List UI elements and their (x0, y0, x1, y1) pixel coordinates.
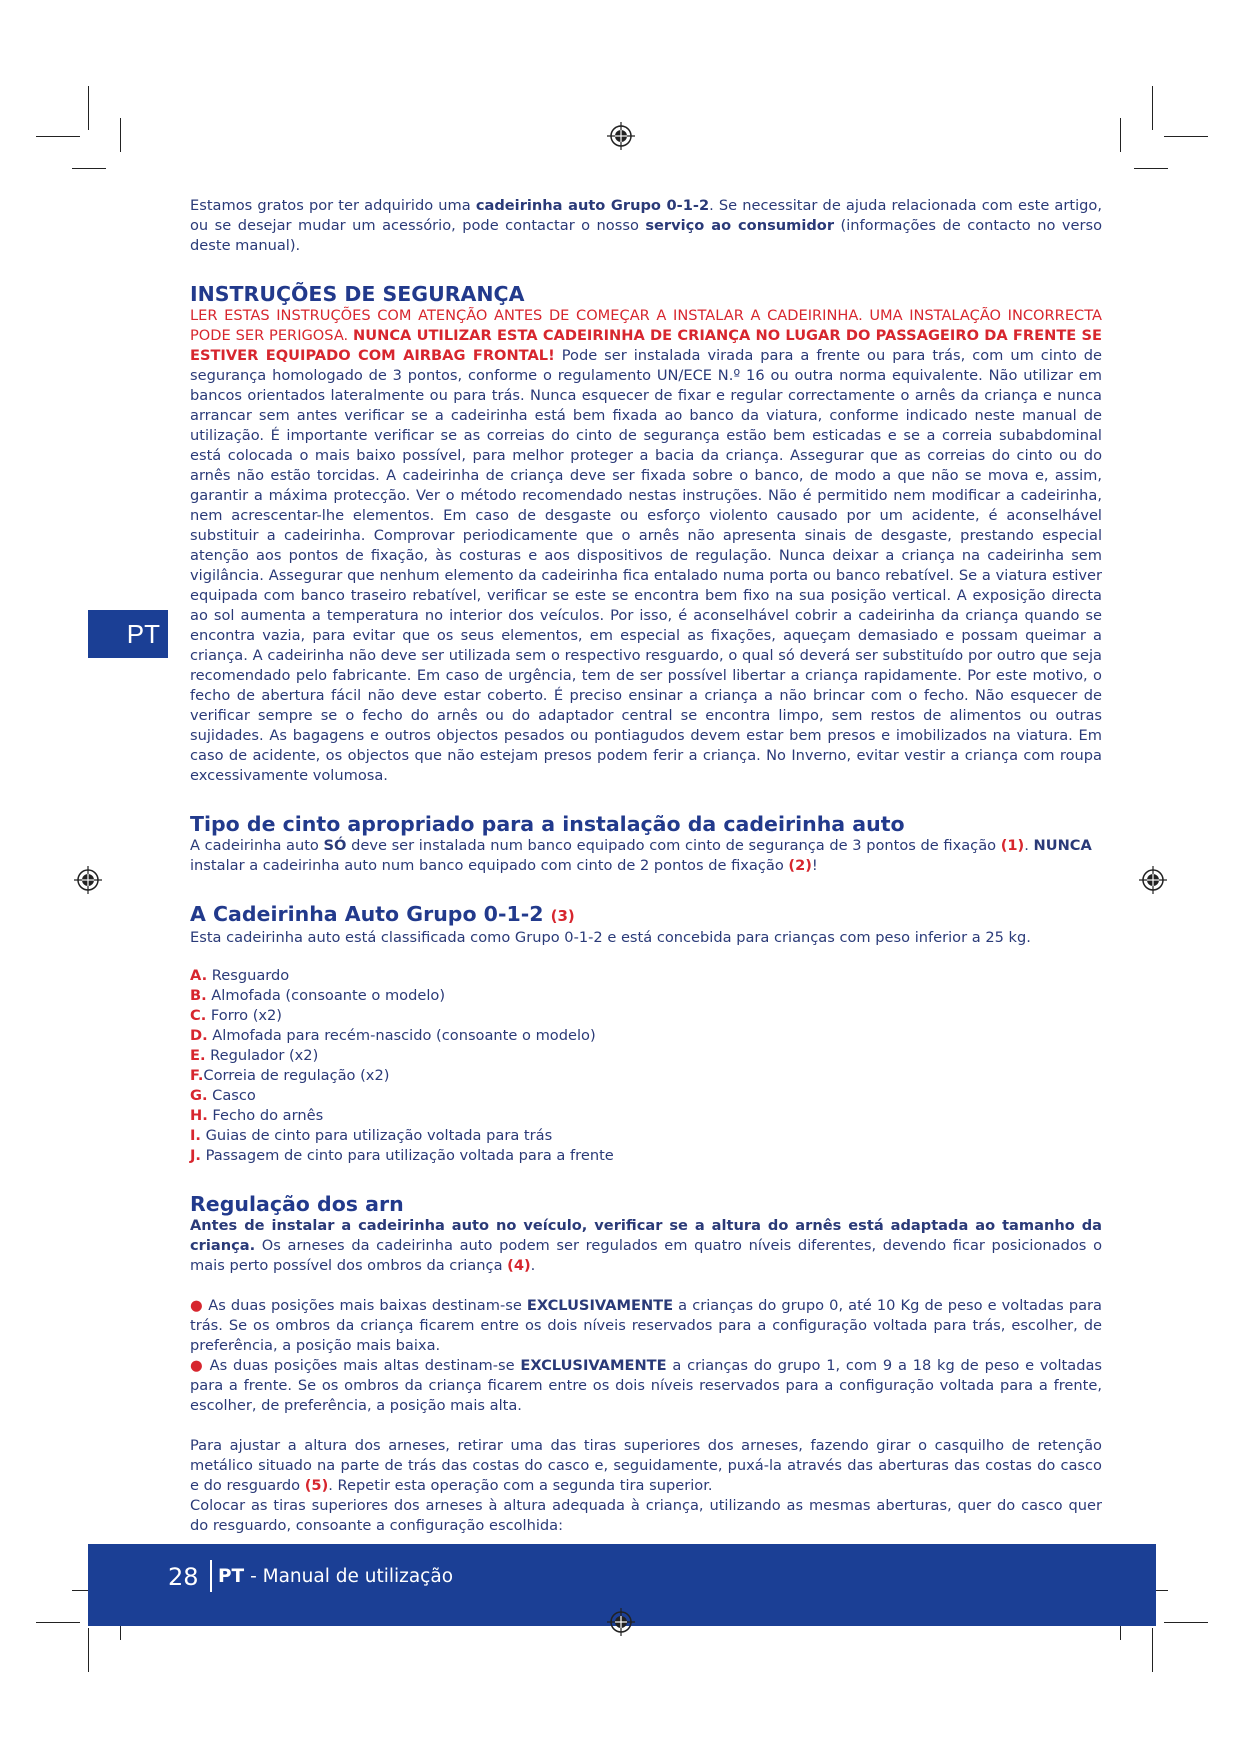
crop-mark (36, 1622, 80, 1623)
registration-mark-icon (74, 866, 102, 894)
list-item: H. Fecho do arnês (190, 1107, 324, 1124)
figure-ref: (5) (304, 1477, 329, 1494)
safety-warning: LER ESTAS INSTRUÇÕES COM ATENÇÃO ANTES DE COMEÇAR A INSTALAR A CADEIRINHA. UMA INSTALAÇÃO INCORRECTA PODE SER PERIGOSA. (190, 307, 1102, 344)
figure-ref: (4) (507, 1257, 531, 1274)
list-item: C. Forro (x2) (190, 1007, 283, 1024)
language-side-tab (88, 610, 168, 658)
parts-list (190, 966, 1102, 1166)
list-item: G. Casco (190, 1087, 256, 1104)
crop-mark (120, 118, 121, 152)
list-item: A. Resguardo (190, 967, 290, 984)
list-item: J. Passagem de cinto para utilização voltada para a frente (190, 1147, 614, 1164)
crop-mark (72, 168, 106, 169)
belt-paragraph: A cadeirinha auto SÓ deve ser instalada num banco equipado com cinto de segurança de 3 pontos de fixação (1). NUNCA instalar a cadeirinha auto num banco equipado com cinto de 2 pontos de fixação (2)! (190, 837, 1092, 874)
safety-heading: INSTRUÇÕES DE SEGURANÇA (190, 282, 525, 306)
harness-adjust-paragraph: Para ajustar a altura dos arneses, retirar uma das tiras superiores dos arneses, fazendo girar o casquilho de retenção metálico situado na parte de trás das costas do casco e, seguidamente, puxá-la através das aberturas das costas do casco e do resguardo (5). Repetir esta operação com a segunda tira superior. (190, 1437, 1102, 1494)
intro-paragraph: Estamos gratos por ter adquirido uma cadeirinha auto Grupo 0-1-2. Se necessitar de ajuda relacionada com este artigo, ou se desejar mudar um acessório, pode contactar o nosso serviço ao consumidor (informações de contacto no verso deste manual). (190, 197, 1103, 254)
crop-mark (1164, 136, 1208, 137)
harness-bullet-upper: ● As duas posições mais altas destinam-se EXCLUSIVAMENTE a crianças do grupo 1, com 9 a 18 kg de peso e voltadas para a frente. Se os ombros da criança ficarem entre os dois níveis reservados para a configuração voltada para a frente, escolher, de preferência, a posição mais alta. (190, 1357, 1102, 1414)
crop-mark (88, 86, 89, 130)
safety-paragraph: LER ESTAS INSTRUÇÕES COM ATENÇÃO ANTES DE COMEÇAR A INSTALAR A CADEIRINHA. UMA INSTALAÇÃO INCORRECTA PODE SER PERIGOSA. NUNCA UTILIZAR ESTA CADEIRINHA DE CRIANÇA NO LUGAR DO PASSAGEIRO DA FRENTE SE ESTIVER EQUIPADO COM AIRBAG FRONTAL! Pode ser instalada virada para a frente ou para trás, com um cinto de segurança homologado de 3 pontos, conforme o regulamento UN/ECE N.º 16 ou outra norma equivalente. Não utilizar em bancos orientados lateralmente ou para trás. Nunca esquecer de fixar e regular correctamente o arnês da criança e nunca arrancar sem antes verificar se a cadeirinha está bem fixada ao banco da viatura, conforme indicado neste manual de utilização. É importante verificar se as correias do cinto de segurança estão bem esticadas e se a correia subabdominal está colocada o mais baixo possível, para melhor proteger a bacia da criança. Assegurar que as correias do cinto ou do arnês não estão torcidas. A cadeirinha de criança deve ser fixada sobre o banco, de modo a que não se mova e, assim, garantir a máxima protecção. Ver o método recomendado nestas instruções. Não é permitido nem modificar a cadeirinha, nem acrescentar-lhe elementos. Em caso de desgaste ou esforço violento causado por um acidente, é aconselhável substituir a cadeirinha. Comprovar periodicamente que o arnês não apresenta sinais de desgaste, prestando especial atenção aos pontos de fixação, às costuras e aos dispositivos de regulação. Nunca deixar a criança na cadeirinha sem vigilância. Assegurar que nenhum elemento da cadeirinha fica entalado numa porta ou banco rebatível. Se a viatura estiver equipada com banco traseiro rebatível, verificar se este se encontra bem fixo na sua posição vertical. A exposição directa ao sol aumenta a temperatura no interior dos veículos. Por isso, é aconselhável cobrir a cadeirinha da criança quando se encontra vazia, para evitar que os seus elementos, em especial as fixações, aqueçam demasiado e possam queimar a criança. A cadeirinha não deve ser utilizada sem o respectivo resguardo, o qual só deverá ser substituído por outro que seja recomendado pelo fabricante. Em caso de urgência, tem de ser possível libertar a criança rapidamente. Por este motivo, o fecho de abertura fácil não deve estar coberto. É preciso ensinar a criança a não brincar com o fecho. Não esquecer de verificar sempre se o fecho do arnês ou do adaptador central se encontra limpo, sem restos de alimentos ou outras sujidades. As bagagens e outros objectos pesados ou pontiagudos devem estar bem presos e imobilizados na viatura. Em caso de acidente, os objectos que não estejam presos podem ferir a criança. No Inverno, evitar vestir a criança com roupa excessivamente volumosa. (190, 307, 1103, 784)
bullet-icon: ● (190, 1357, 204, 1374)
language-side-tab-label: PT (126, 619, 160, 649)
list-item: F.Correia de regulação (x2) (190, 1067, 390, 1084)
footer-title: PT - Manual de utilização (218, 1566, 454, 1587)
bullet-icon: ● (190, 1297, 204, 1314)
list-item: E. Regulador (x2) (190, 1047, 319, 1064)
figure-ref: (1) (1000, 837, 1025, 854)
document-body (190, 196, 1102, 1536)
registration-mark-icon (607, 122, 635, 150)
list-item: B. Almofada (consoante o modelo) (190, 987, 446, 1004)
harness-position-paragraph: Colocar as tiras superiores dos arneses à altura adequada à criança, utilizando as mesmas aberturas, quer do casco quer do resguardo, consoante a configuração escolhida: (190, 1497, 1102, 1534)
crop-mark (36, 136, 80, 137)
crop-mark (1134, 168, 1168, 169)
group-heading: A Cadeirinha Auto Grupo 0-1-2 (3) (190, 902, 575, 926)
list-item: I. Guias de cinto para utilização voltada para trás (190, 1127, 553, 1144)
registration-mark-icon (607, 1608, 635, 1636)
harness-heading: Regulação dos arn (190, 1192, 404, 1216)
harness-intro: Antes de instalar a cadeirinha auto no veículo, verificar se a altura do arnês está adaptada ao tamanho da criança. Os arneses da cadeirinha auto podem ser regulados em quatro níveis diferentes, devendo ficar posicionados o mais perto possível dos ombros da criança (4). (190, 1217, 1102, 1274)
figure-ref: (2) (788, 857, 812, 874)
crop-mark (1152, 1628, 1153, 1672)
crop-mark (88, 1628, 89, 1672)
page-number: 28 (168, 1563, 199, 1591)
group-description: Esta cadeirinha auto está classificada como Grupo 0-1-2 e está concebida para crianças com peso inferior a 25 kg. (190, 929, 1031, 946)
safety-warning-bold: NUNCA UTILIZAR ESTA CADEIRINHA DE CRIANÇA NO LUGAR DO PASSAGEIRO DA FRENTE SE ESTIVER EQUIPADO COM AIRBAG FRONTAL! (190, 327, 1103, 364)
harness-bullet-lower: ● As duas posições mais baixas destinam-se EXCLUSIVAMENTE a crianças do grupo 0, até 10 Kg de peso e voltadas para trás. Se os ombros da criança ficarem entre os dois níveis reservados para a configuração voltada para trás, escolher, de preferência, a posição mais baixa. (190, 1297, 1102, 1354)
crop-mark (1120, 118, 1121, 152)
crop-mark (1164, 1622, 1208, 1623)
crop-mark (1152, 86, 1153, 130)
figure-ref: (3) (550, 907, 575, 925)
footer-divider (210, 1560, 212, 1592)
belt-heading: Tipo de cinto apropriado para a instalação da cadeirinha auto (190, 812, 905, 836)
list-item: D. Almofada para recém-nascido (consoante o modelo) (190, 1027, 596, 1044)
registration-mark-icon (1139, 866, 1167, 894)
